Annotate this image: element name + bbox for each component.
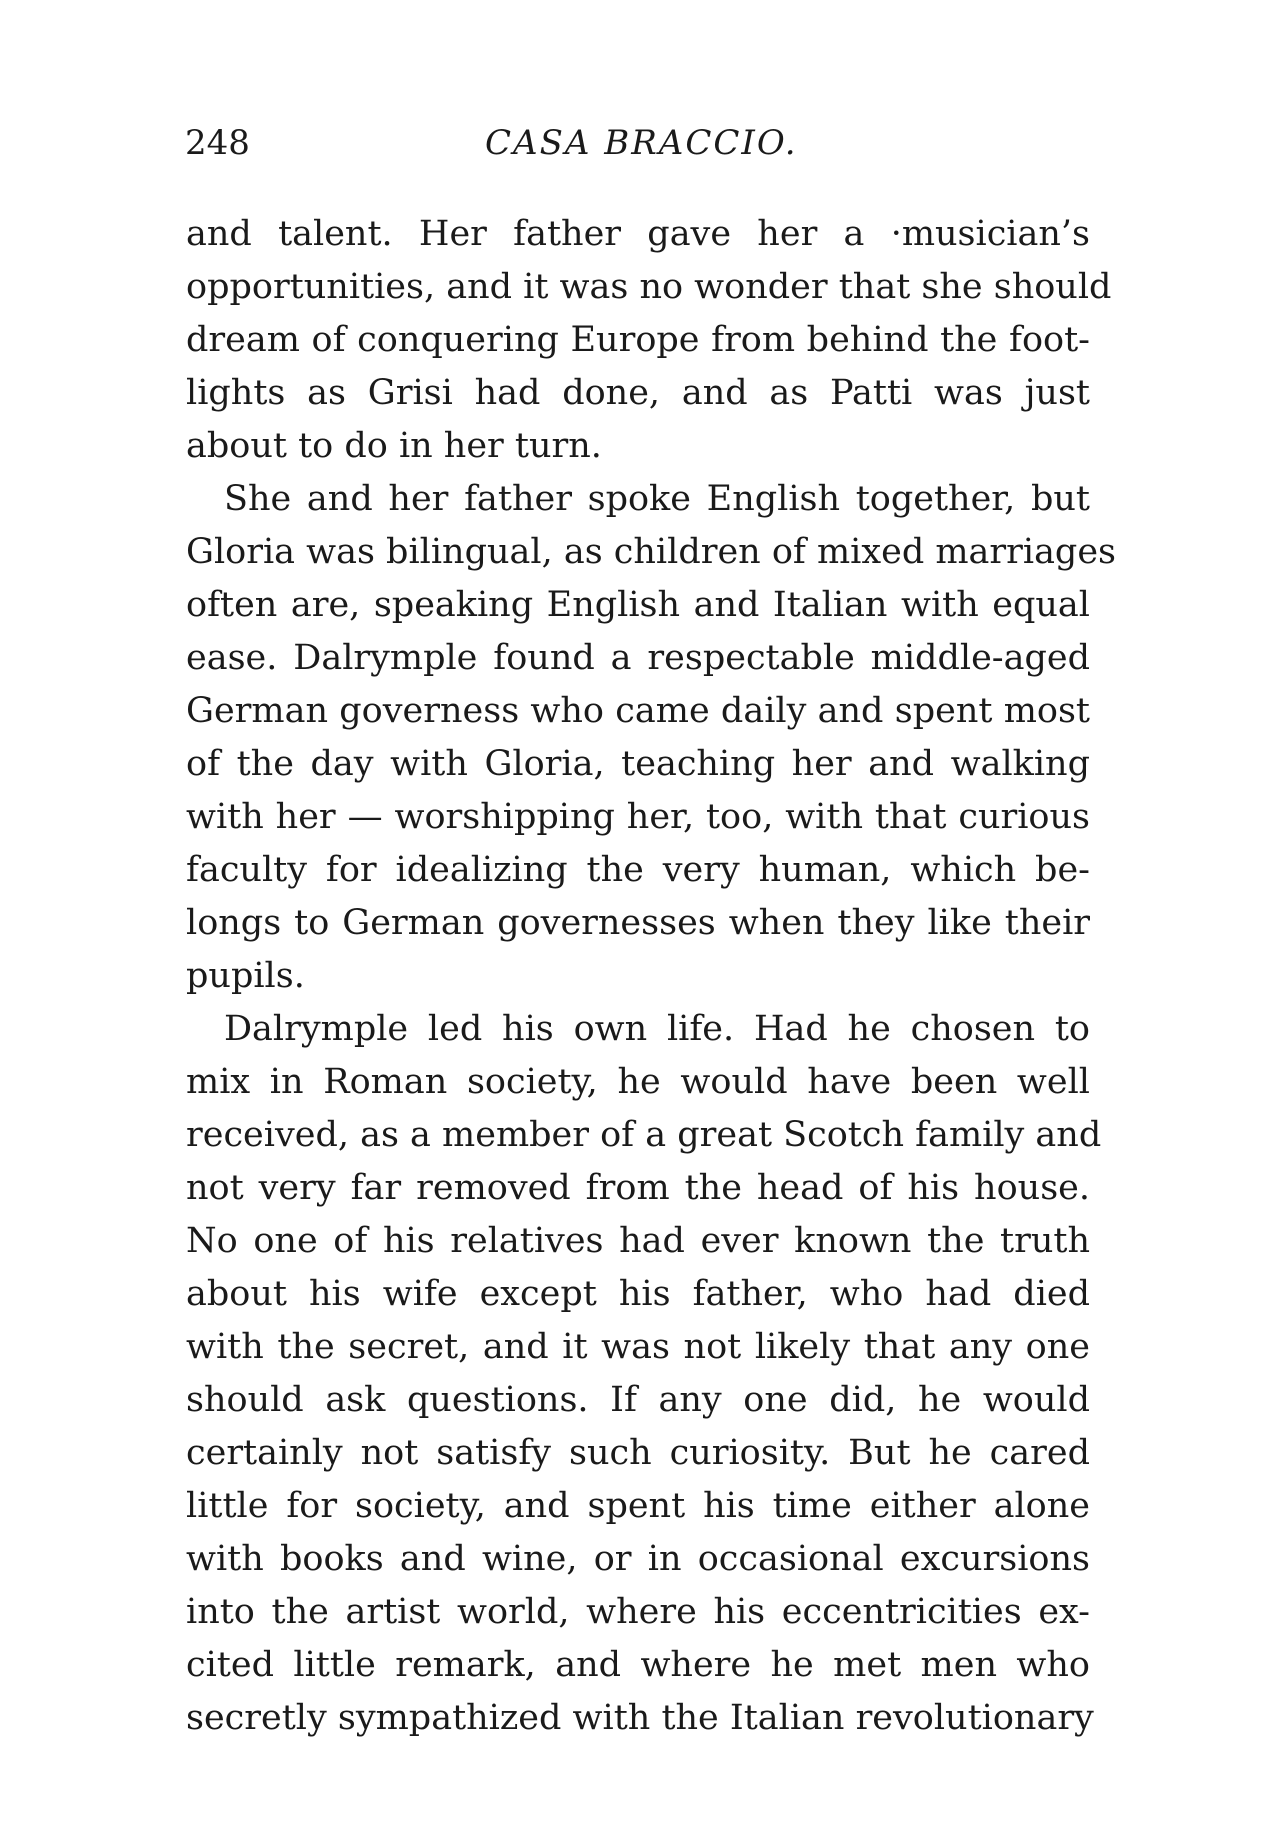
text-line: of the day with Gloria, teaching her and walking xyxy=(186,744,1090,784)
text-line: longs to German governesses when they like their xyxy=(186,903,1090,943)
text-line: certainly not satisfy such curiosity. But he cared xyxy=(186,1433,1090,1473)
running-title: CASA BRACCIO. xyxy=(485,123,798,163)
text-line: with her — worshipping her, too, with that curious xyxy=(186,797,1090,837)
page-header xyxy=(185,118,1090,168)
text-line: opportunities, and it was no wonder that she should xyxy=(186,267,1112,307)
text-line: mix in Roman society, he would have been well xyxy=(186,1062,1090,1102)
text-line: with the secret, and it was not likely that any one xyxy=(186,1327,1090,1367)
text-line: Gloria was bilingual, as children of mixed marriages xyxy=(186,532,1117,572)
text-line: and talent. Her father gave her a ·musician’s xyxy=(186,214,1090,254)
text-line: She and her father spoke English together, but xyxy=(224,479,1090,519)
text-line: received, as a member of a great Scotch family and xyxy=(186,1115,1102,1155)
text-line: about his wife except his father, who had died xyxy=(186,1274,1090,1314)
text-line: should ask questions. If any one did, he would xyxy=(186,1380,1090,1420)
text-line: not very far removed from the head of his house. xyxy=(186,1168,1090,1208)
text-line: faculty for idealizing the very human, which be- xyxy=(186,850,1090,890)
text-line: Dalrymple led his own life. Had he chosen to xyxy=(224,1009,1090,1049)
text-line: German governess who came daily and spent most xyxy=(186,691,1090,731)
text-line: No one of his relatives had ever known the truth xyxy=(186,1221,1090,1261)
text-line: about to do in her turn. xyxy=(186,426,602,466)
text-line: often are, speaking English and Italian with equal xyxy=(186,585,1090,625)
text-line: secretly sympathized with the Italian revolutionary xyxy=(186,1698,1094,1738)
text-line: cited little remark, and where he met men who xyxy=(186,1645,1090,1685)
text-line: little for society, and spent his time either alone xyxy=(186,1486,1090,1526)
text-line: pupils. xyxy=(186,956,305,996)
text-line: lights as Grisi had done, and as Patti was just xyxy=(186,373,1090,413)
text-line: with books and wine, or in occasional excursions xyxy=(186,1539,1090,1579)
text-line: dream of conquering Europe from behind the foot- xyxy=(186,320,1090,360)
text-line: ease. Dalrymple found a respectable middle-aged xyxy=(186,638,1090,678)
text-line: into the artist world, where his eccentricities ex- xyxy=(186,1592,1090,1632)
body-text xyxy=(186,208,1117,1745)
page-number: 248 xyxy=(185,123,250,163)
